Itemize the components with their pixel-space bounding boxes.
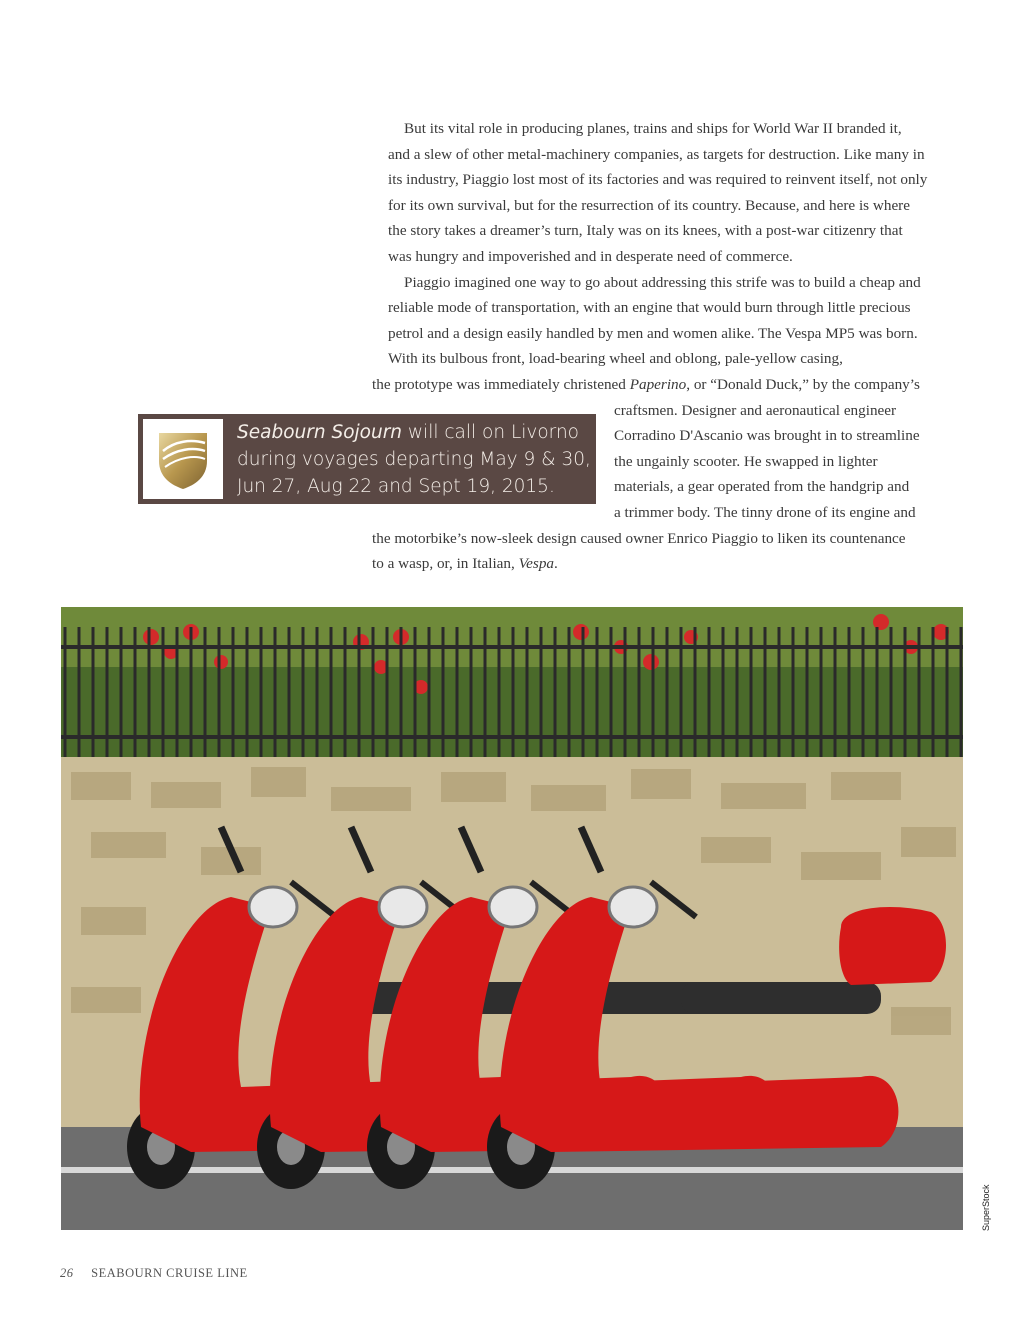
- scooters-illustration: [61, 607, 963, 1230]
- top-case: [839, 907, 946, 985]
- publication-name: SEABOURN CRUISE LINE: [91, 1266, 248, 1280]
- callout-line-3: Jun 27, Aug 22 and Sept 19, 2015.: [237, 475, 555, 497]
- paragraph-2: [372, 270, 968, 347]
- voyage-callout: [138, 414, 596, 504]
- page-number: 26: [60, 1266, 74, 1280]
- text-line: the story takes a dreamer’s turn, Italy was on its knees, with a post-war citizenry that: [388, 222, 903, 240]
- text-line: With its bulbous front, load-bearing wheel and oblong, pale-yellow casing,: [388, 350, 843, 368]
- red-scooters-photo: [61, 607, 963, 1230]
- article-body: [372, 116, 968, 577]
- seabourn-emblem-icon: [155, 427, 211, 491]
- text-line: Corradino D'Ascanio was brought in to streamline: [614, 427, 920, 445]
- paragraph-1: [372, 116, 968, 270]
- callout-line-2: during voyages departing May 9 & 30,: [237, 448, 591, 470]
- text-line: the motorbike’s now-sleek design caused owner Enrico Piaggio to liken its countenance: [372, 529, 906, 547]
- text-line: to a wasp, or, in Italian, Vespa.: [372, 555, 558, 573]
- callout-line-1: Seabourn Sojourn will call on Livorno: [237, 421, 579, 443]
- text-line: reliable mode of transportation, with an engine that would burn through little precious: [388, 299, 911, 317]
- text-line: petrol and a design easily handled by men and women alike. The Vespa MP5 was born.: [388, 324, 918, 342]
- text-line: and a slew of other metal-machinery companies, as targets for destruction. Like many in: [388, 145, 925, 163]
- logo-box: [143, 419, 223, 499]
- text-line: materials, a gear operated from the handgrip and: [614, 478, 910, 496]
- text-line: a trimmer body. The tinny drone of its engine and: [614, 503, 916, 521]
- ship-name: Seabourn Sojourn: [237, 421, 403, 443]
- text-line: But its vital role in producing planes, trains and ships for World War II branded it,: [404, 120, 902, 137]
- text-line: craftsmen. Designer and aeronautical engineer: [614, 401, 897, 419]
- callout-text: [237, 419, 591, 500]
- text-line: for its own survival, but for the resurrection of its country. Because, and here is where: [388, 196, 910, 214]
- text-line: the ungainly scooter. He swapped in lighter: [614, 452, 878, 470]
- text-line: the prototype was immediately christened Paperino, or “Donald Duck,” by the company’s: [372, 375, 920, 393]
- page-footer: [60, 1266, 248, 1281]
- photo-credit: SuperStock: [981, 1184, 991, 1231]
- text-line: Piaggio imagined one way to go about addressing this strife was to build a cheap and: [404, 273, 921, 291]
- text-line: was hungry and impoverished and in desperate need of commerce.: [388, 247, 793, 265]
- text-line: its industry, Piaggio lost most of its factories and was required to reinvent itself, not only: [388, 171, 928, 189]
